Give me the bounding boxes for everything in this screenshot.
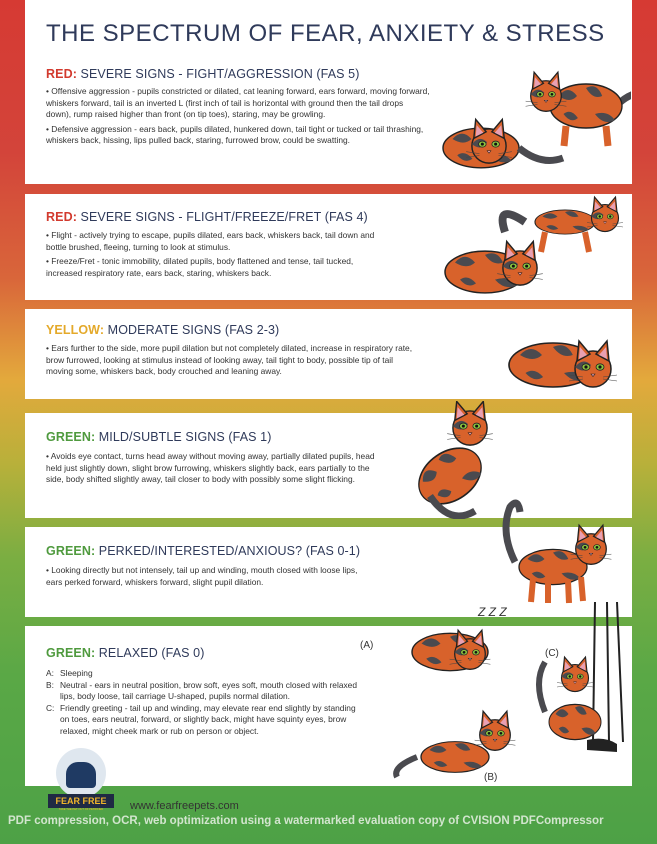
bullet: • Looking directly but not intensely, tail up and winding, mouth closed with loose lips, ears perked forward, whiskers forward, slight pupil dilation. (46, 565, 368, 588)
section-fas4 (25, 194, 632, 300)
heading-text: PERKED/INTERESTED/ANXIOUS? (FAS 0-1) (95, 544, 361, 558)
heading-text: RELAXED (FAS 0) (95, 646, 205, 660)
label-a: (A) (360, 640, 374, 651)
section-heading (46, 323, 279, 337)
bullet-list (46, 565, 368, 591)
heading-text: SEVERE SIGNS - FIGHT/AGGRESSION (FAS 5) (76, 67, 360, 81)
severity-label: GREEN: (46, 646, 96, 660)
section-fas0 (25, 605, 632, 844)
list-item (46, 668, 364, 680)
item-text: Sleeping (60, 668, 93, 678)
item-key: A: (46, 668, 54, 678)
severity-label: YELLOW: (46, 323, 105, 337)
aggressive-cats-illustration (421, 66, 631, 184)
section-fas2-3 (25, 309, 632, 399)
heading-text: MODERATE SIGNS (FAS 2-3) (104, 323, 280, 337)
label-c: (C) (545, 648, 559, 659)
item-key: B: (46, 679, 54, 690)
fleeing-cats-illustration (415, 194, 630, 300)
item-key: C: (46, 702, 55, 713)
page-title: THE SPECTRUM OF FEAR, ANXIETY & STRESS (46, 20, 605, 47)
section-heading (46, 430, 271, 444)
logo-tagline: TAKE THE PET OUT OF PETRIFIED (58, 808, 104, 811)
section-heading (46, 210, 368, 224)
bullet-list (46, 230, 376, 282)
perked-cat-illustration (495, 487, 630, 612)
bullet: • Flight - actively trying to escape, pupils dilated, ears back, whiskers back, tail down and bottle brushed, fleeing, turning to look at stimulus. (46, 230, 376, 253)
severity-label: GREEN: (46, 544, 96, 558)
section-heading (46, 646, 205, 660)
section-heading (46, 544, 360, 558)
severity-label: RED: (46, 67, 77, 81)
section-fas5 (25, 58, 632, 184)
heading-text: MILD/SUBTLE SIGNS (FAS 1) (95, 430, 272, 444)
label-b: (B) (484, 772, 498, 783)
logo-text: FEAR FREE (48, 794, 114, 808)
bullet-list (46, 451, 378, 489)
severity-label: GREEN: (46, 430, 96, 444)
list-item (46, 703, 364, 738)
bullet-list (46, 86, 430, 150)
logo-pets-icon (66, 762, 96, 788)
lettered-list (46, 668, 364, 738)
watermark-text: PDF compression, OCR, web optimization using a watermarked evaluation copy of CVISION PDFCompressor (8, 815, 604, 827)
crouched-cat-illustration (495, 315, 630, 399)
bullet: • Defensive aggression - ears back, pupils dilated, hunkered down, tail tight or tucked or tail thrashing, whiskers back, hissing, lips pulled back, staring, furrowed brow, could be swatting. (46, 124, 430, 147)
svg-text:Z Z Z: Z Z Z (478, 605, 507, 619)
fear-free-logo (48, 748, 114, 814)
severity-label: RED: (46, 210, 77, 224)
bullet: • Offensive aggression - pupils constricted or dilated, cat leaning forward, ears forward, moving forward, whiskers forward, tail is an inverted L (first inch of tail is horizontal with ground then the tail drops down), rump raised higher than front (on tip toes), staring, may be growling. (46, 86, 430, 121)
bullet: • Ears further to the side, more pupil dilation but not completely dilated, increase in respiratory rate, brow furrowed, looking at stimulus instead of looking away, tail tight to body, possible tip of tail moving some, whiskers back, body crouched and leaning away. (46, 343, 418, 378)
website-link[interactable]: www.fearfreepets.com (130, 800, 239, 812)
list-item (46, 680, 364, 703)
bullet: • Freeze/Fret - tonic immobility, dilated pupils, body flattened and tense, tail tucked, increased respiratory rate, ears back, staring, whiskers back. (46, 256, 376, 279)
heading-text: SEVERE SIGNS - FLIGHT/FREEZE/FRET (FAS 4) (76, 210, 368, 224)
relaxed-cats-illustration (355, 602, 632, 782)
bullet-list (46, 343, 418, 381)
section-heading (46, 67, 360, 81)
bullet: • Avoids eye contact, turns head away without moving away, partially dilated pupils, head held just slightly down, slight brow furrowing, whiskers slightly back, ears partially to the side, body shifted slightly away, tail closer to body with possibly some slight flicking. (46, 451, 378, 486)
item-text: Friendly greeting - tail up and winding, may elevate rear end slightly by standing on toes, ears neutral, forward, or slightly back, might have squinty eyes, brow relaxed, might cheek mark or rub on person or object. (60, 702, 356, 736)
item-text: Neutral - ears in neutral position, brow soft, eyes soft, mouth closed with relaxed lips, body loose, tail carriage U-shaped, pupils normal dilation. (60, 679, 357, 702)
